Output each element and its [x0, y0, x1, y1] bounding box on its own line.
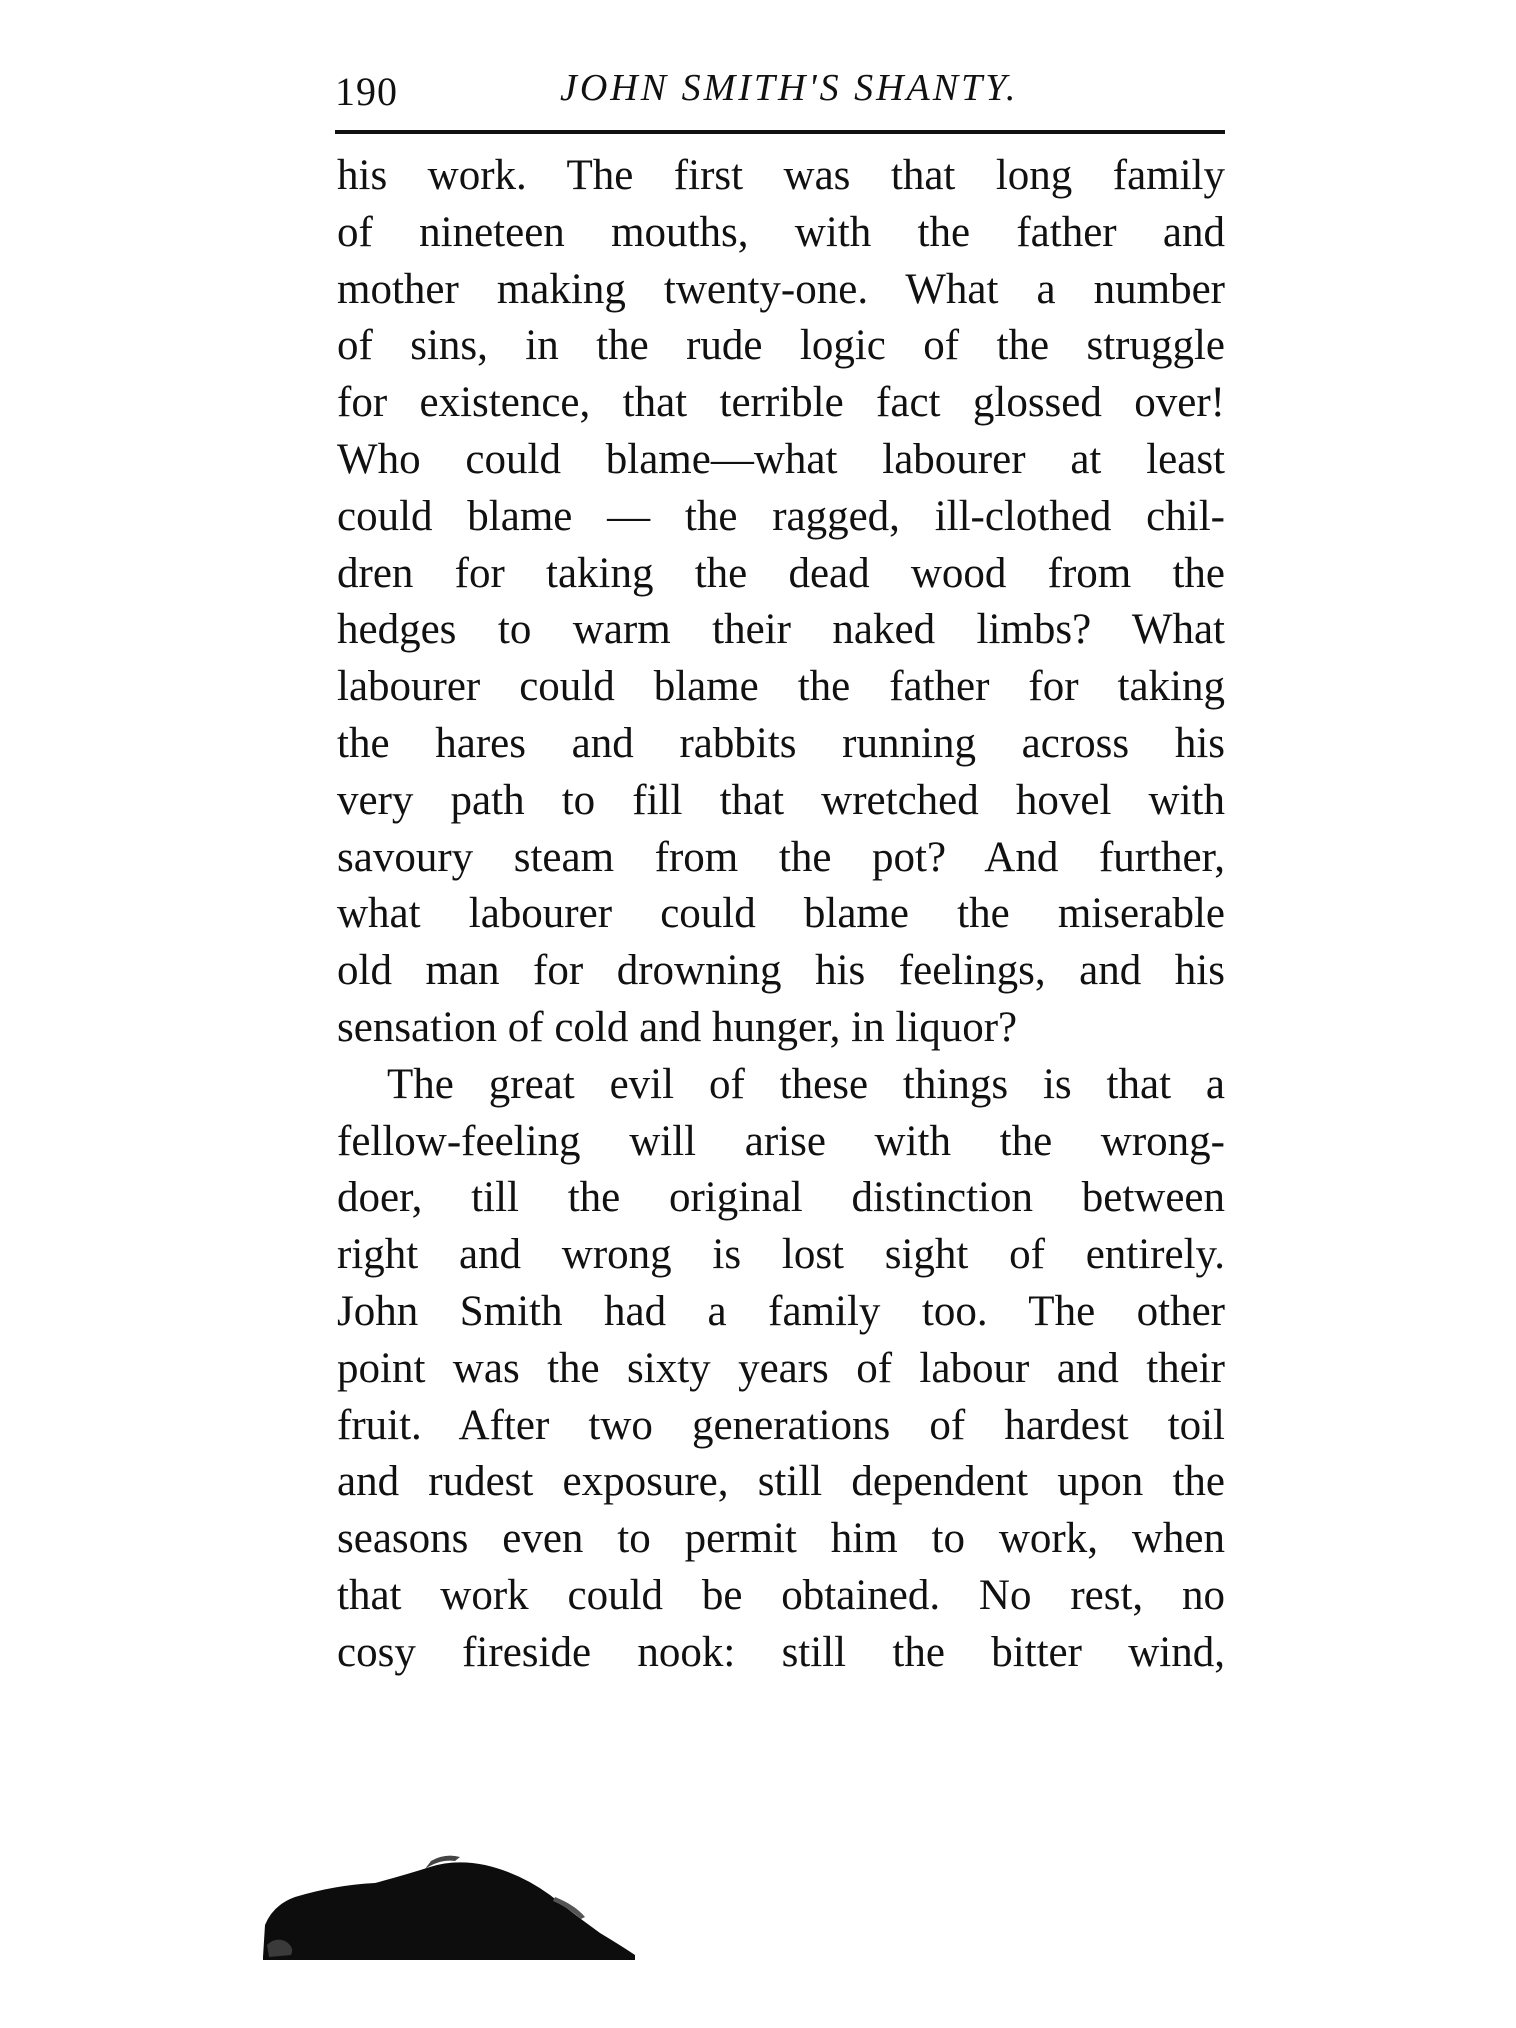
text-line: The great evil of these things is that a	[387, 1060, 1225, 1108]
text-line: and rudest exposure, still dependent upon the	[337, 1458, 1225, 1506]
text-line: for existence, that terrible fact glossed over!	[337, 379, 1225, 427]
ink-smudge	[255, 1845, 640, 1960]
text-line: fruit. After two generations of hardest toil	[337, 1401, 1225, 1449]
text-line: could blame — the ragged, ill-clothed chil-	[337, 492, 1225, 540]
text-line: right and wrong is lost sight of entirely.	[337, 1231, 1225, 1279]
text-line: of sins, in the rude logic of the struggle	[337, 322, 1225, 370]
text-line: his work. The first was that long family	[337, 152, 1225, 199]
text-line: mother making twenty-one. What a number	[337, 265, 1225, 313]
header-rule	[335, 130, 1225, 134]
text-line: what labourer could blame the miserable	[337, 890, 1225, 938]
text-line: hedges to warm their naked limbs? What	[337, 606, 1225, 654]
text-line: John Smith had a family too. The other	[337, 1287, 1225, 1335]
text-line: that work could be obtained. No rest, no	[337, 1571, 1225, 1619]
text-line: cosy fireside nook: still the bitter wind,	[337, 1628, 1225, 1676]
text-line: the hares and rabbits running across his	[337, 719, 1225, 767]
text-line: very path to fill that wretched hovel with	[337, 776, 1225, 824]
text-line: Who could blame—what labourer at least	[337, 435, 1225, 483]
page-number: 190	[335, 69, 398, 114]
text-line: dren for taking the dead wood from the	[337, 549, 1225, 597]
text-line: of nineteen mouths, with the father and	[337, 208, 1225, 256]
text-line: savoury steam from the pot? And further,	[337, 833, 1225, 881]
text-line: fellow-feeling will arise with the wrong-	[337, 1117, 1225, 1165]
body-text	[337, 148, 1225, 1682]
text-line: seasons even to permit him to work, when	[337, 1515, 1225, 1563]
text-line: labourer could blame the father for taking	[337, 663, 1225, 711]
page-header	[335, 62, 1225, 122]
running-title: JOHN SMITH'S SHANTY.	[560, 67, 1019, 109]
text-line: old man for drowning his feelings, and his	[337, 947, 1225, 995]
text-line: doer, till the original distinction between	[337, 1174, 1225, 1222]
text-line: point was the sixty years of labour and their	[337, 1344, 1225, 1392]
text-line: sensation of cold and hunger, in liquor?	[337, 1003, 1018, 1051]
